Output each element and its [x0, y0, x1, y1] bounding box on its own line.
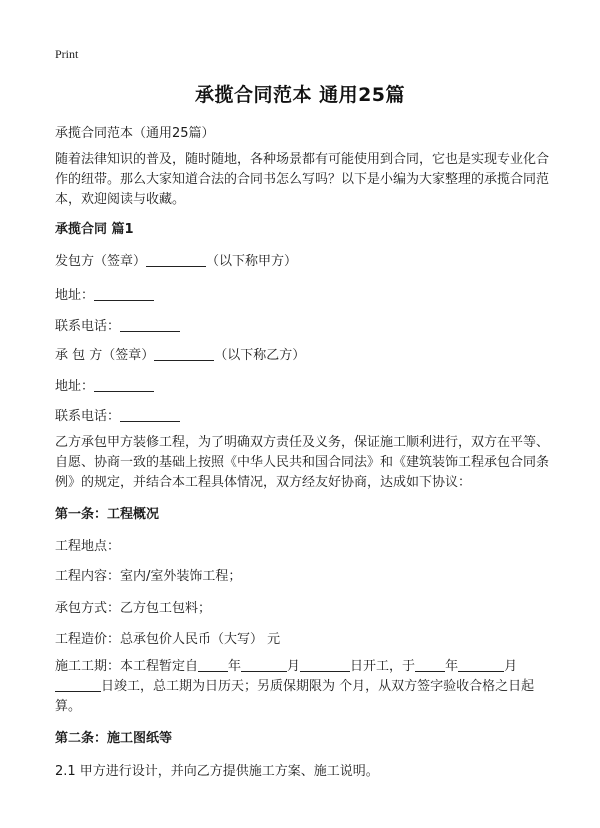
- period-text-1: 施工工期：本工程暂定自: [55, 659, 199, 674]
- period-blank: [458, 657, 504, 672]
- document-subtitle: 承揽合同范本（通用25篇）: [55, 126, 215, 141]
- party-b-label: 承 包 方（签章）: [55, 348, 155, 363]
- address-b-blank: [94, 377, 154, 392]
- phone-b-line: [55, 405, 180, 424]
- article-1-heading: 第一条：工程概况: [55, 507, 160, 522]
- period-text-3: 日竣工，总工期为日历天；另质保期限为 个月，从双方签字验收合格之日起算。: [55, 679, 535, 714]
- period-paragraph: [55, 657, 550, 717]
- phone-a-blank: [120, 317, 180, 332]
- address-a-blank: [94, 286, 154, 301]
- period-blank: [55, 677, 101, 692]
- period-text-2: 日开工，于: [350, 659, 416, 674]
- period-blank: [198, 657, 228, 672]
- period-month-1: 月: [287, 659, 301, 674]
- address-b-line: [55, 375, 154, 394]
- phone-b-label: 联系电话：: [55, 409, 121, 424]
- cost-line: 工程造价：总承包价人民币（大写） 元: [55, 632, 281, 647]
- agreement-paragraph: 乙方承包甲方装修工程，为了明确双方责任及义务，保证施工顺利进行，双方在平等、自愿、协商一致的基础上按照《中华人民共和国合同法》和《建筑装饰工程承包合同条例》的规定，并结合本工程具体情况，双方经友好协商，达成如下协议：: [55, 435, 550, 490]
- period-month-2: 月: [504, 659, 518, 674]
- document-title: 承揽合同范本 通用25篇: [194, 84, 406, 106]
- party-a-line: [55, 250, 297, 269]
- phone-a-line: [55, 315, 180, 334]
- article-2-heading: 第二条：施工图纸等: [55, 731, 173, 746]
- party-b-line: [55, 344, 305, 363]
- period-blank: [241, 657, 287, 672]
- method-line: 承包方式：乙方包工包料；: [55, 601, 212, 616]
- party-b-suffix: （以下称乙方）: [214, 348, 306, 363]
- party-a-label: 发包方（签章）: [55, 254, 147, 269]
- party-a-suffix: （以下称甲方）: [206, 254, 298, 269]
- period-blank: [300, 657, 350, 672]
- site-line: 工程地点：: [55, 539, 121, 554]
- period-year-1: 年: [228, 659, 242, 674]
- period-blank: [415, 657, 445, 672]
- print-label[interactable]: Print: [55, 47, 79, 61]
- intro-paragraph: 随着法律知识的普及，随时随地，各种场景都有可能使用到合同，它也是实现专业化合作的纽带。那么大家知道合法的合同书怎么写吗？以下是小编为大家整理的承揽合同范本，欢迎阅读与收藏。: [55, 152, 550, 207]
- address-a-line: [55, 284, 154, 303]
- clause-2-1: 2.1 甲方进行设计，并向乙方提供施工方案、施工说明。: [55, 764, 379, 779]
- address-a-label: 地址：: [55, 288, 95, 303]
- phone-b-blank: [120, 407, 180, 422]
- section-heading: 承揽合同 篇1: [55, 222, 134, 237]
- party-a-blank: [146, 252, 206, 267]
- period-year-2: 年: [445, 659, 459, 674]
- content-line: 工程内容：室内/室外装饰工程；: [55, 569, 242, 584]
- party-b-blank: [154, 346, 214, 361]
- address-b-label: 地址：: [55, 379, 95, 394]
- phone-a-label: 联系电话：: [55, 319, 121, 334]
